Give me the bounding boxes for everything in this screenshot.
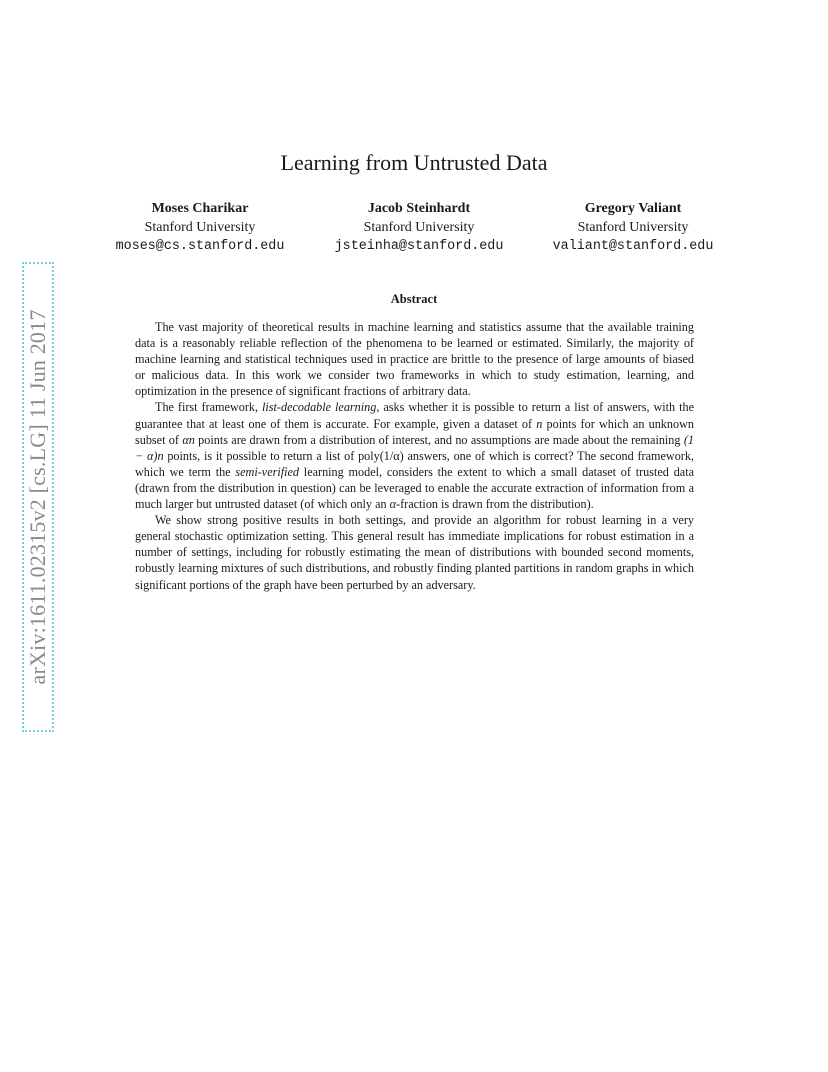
math-expression: (1 − α)n [135, 432, 694, 463]
author-name: Gregory Valiant [584, 201, 682, 216]
math-symbol: n [536, 416, 543, 431]
emphasis-term: list-decodable learning [262, 400, 377, 415]
abstract-body [135, 319, 694, 593]
math-symbol: αn [182, 432, 195, 447]
text-run: points for which an unknown subset of [135, 416, 694, 447]
text-run: The first framework, [155, 400, 263, 415]
author-name: Moses Charikar [151, 201, 249, 216]
author-email: jsteinha@stanford.edu [334, 239, 504, 254]
author-block [523, 199, 743, 256]
text-run: points, is it possible to return a list of [163, 448, 359, 463]
author-name: Jacob Steinhardt [367, 201, 471, 216]
math-expression: poly(1/α) [358, 448, 404, 463]
author-email: valiant@stanford.edu [552, 239, 714, 254]
emphasis-term: semi-verified [235, 464, 300, 479]
author-affiliation: Stanford University [577, 220, 689, 235]
abstract-paragraph-1: The vast majority of theoretical results in machine learning and statistics assume that the available training data is a reasonably reliable reflection of the phenomena to be learned or estimated. Similarly, the majority of machine learning and statistical techniques used in practice are brittle to the presence of large amounts of biased or malicious data. In this work we consider two frameworks in which to study estimation, learning, and optimization in the presence of significant fractions of arbitrary data. [135, 320, 694, 399]
arxiv-identifier: arXiv:1611.02315v2 [cs.LG] 11 Jun 2017 [25, 309, 50, 685]
abstract-heading: Abstract [390, 292, 438, 306]
text-run: -fraction is drawn from the distribution). [396, 497, 594, 512]
author-affiliation: Stanford University [144, 220, 256, 235]
text-run: learning model, considers the extent to which a small dataset of trusted data (drawn from the distribution in question) can be leveraged to enable the accurate extraction of information from a much larger but untrusted dataset (of which only an [135, 464, 694, 512]
text-run: points are drawn from a distribution of interest, and no assumptions are made about the remaining [194, 432, 684, 447]
author-block [90, 199, 310, 256]
abstract-paragraph-3: We show strong positive results in both settings, and provide an algorithm for robust learning in a very general stochastic optimization setting. This general result has immediate implications for robust estimation in a number of settings, including for robustly estimating the mean of distributions with bounded second moments, robustly learning mixtures of such distributions, and robustly finding planted partitions in random graphs in which significant portions of the graph have been perturbed by an adversary. [135, 513, 694, 592]
math-symbol: α [389, 497, 397, 512]
author-affiliation: Stanford University [363, 220, 475, 235]
author-block [309, 199, 529, 256]
author-email: moses@cs.stanford.edu [115, 239, 285, 254]
abstract-paragraph-2 [135, 399, 694, 512]
text-run: , asks whether it is possible to return a list of answers, with the guarantee that at least one of them is accurate. For example, given a dataset of [135, 400, 695, 431]
text-run: answers, one of which is correct? The second framework, which we term the [135, 448, 694, 479]
arxiv-stamp [22, 262, 54, 732]
paper-title: Learning from Untrusted Data [280, 150, 548, 175]
